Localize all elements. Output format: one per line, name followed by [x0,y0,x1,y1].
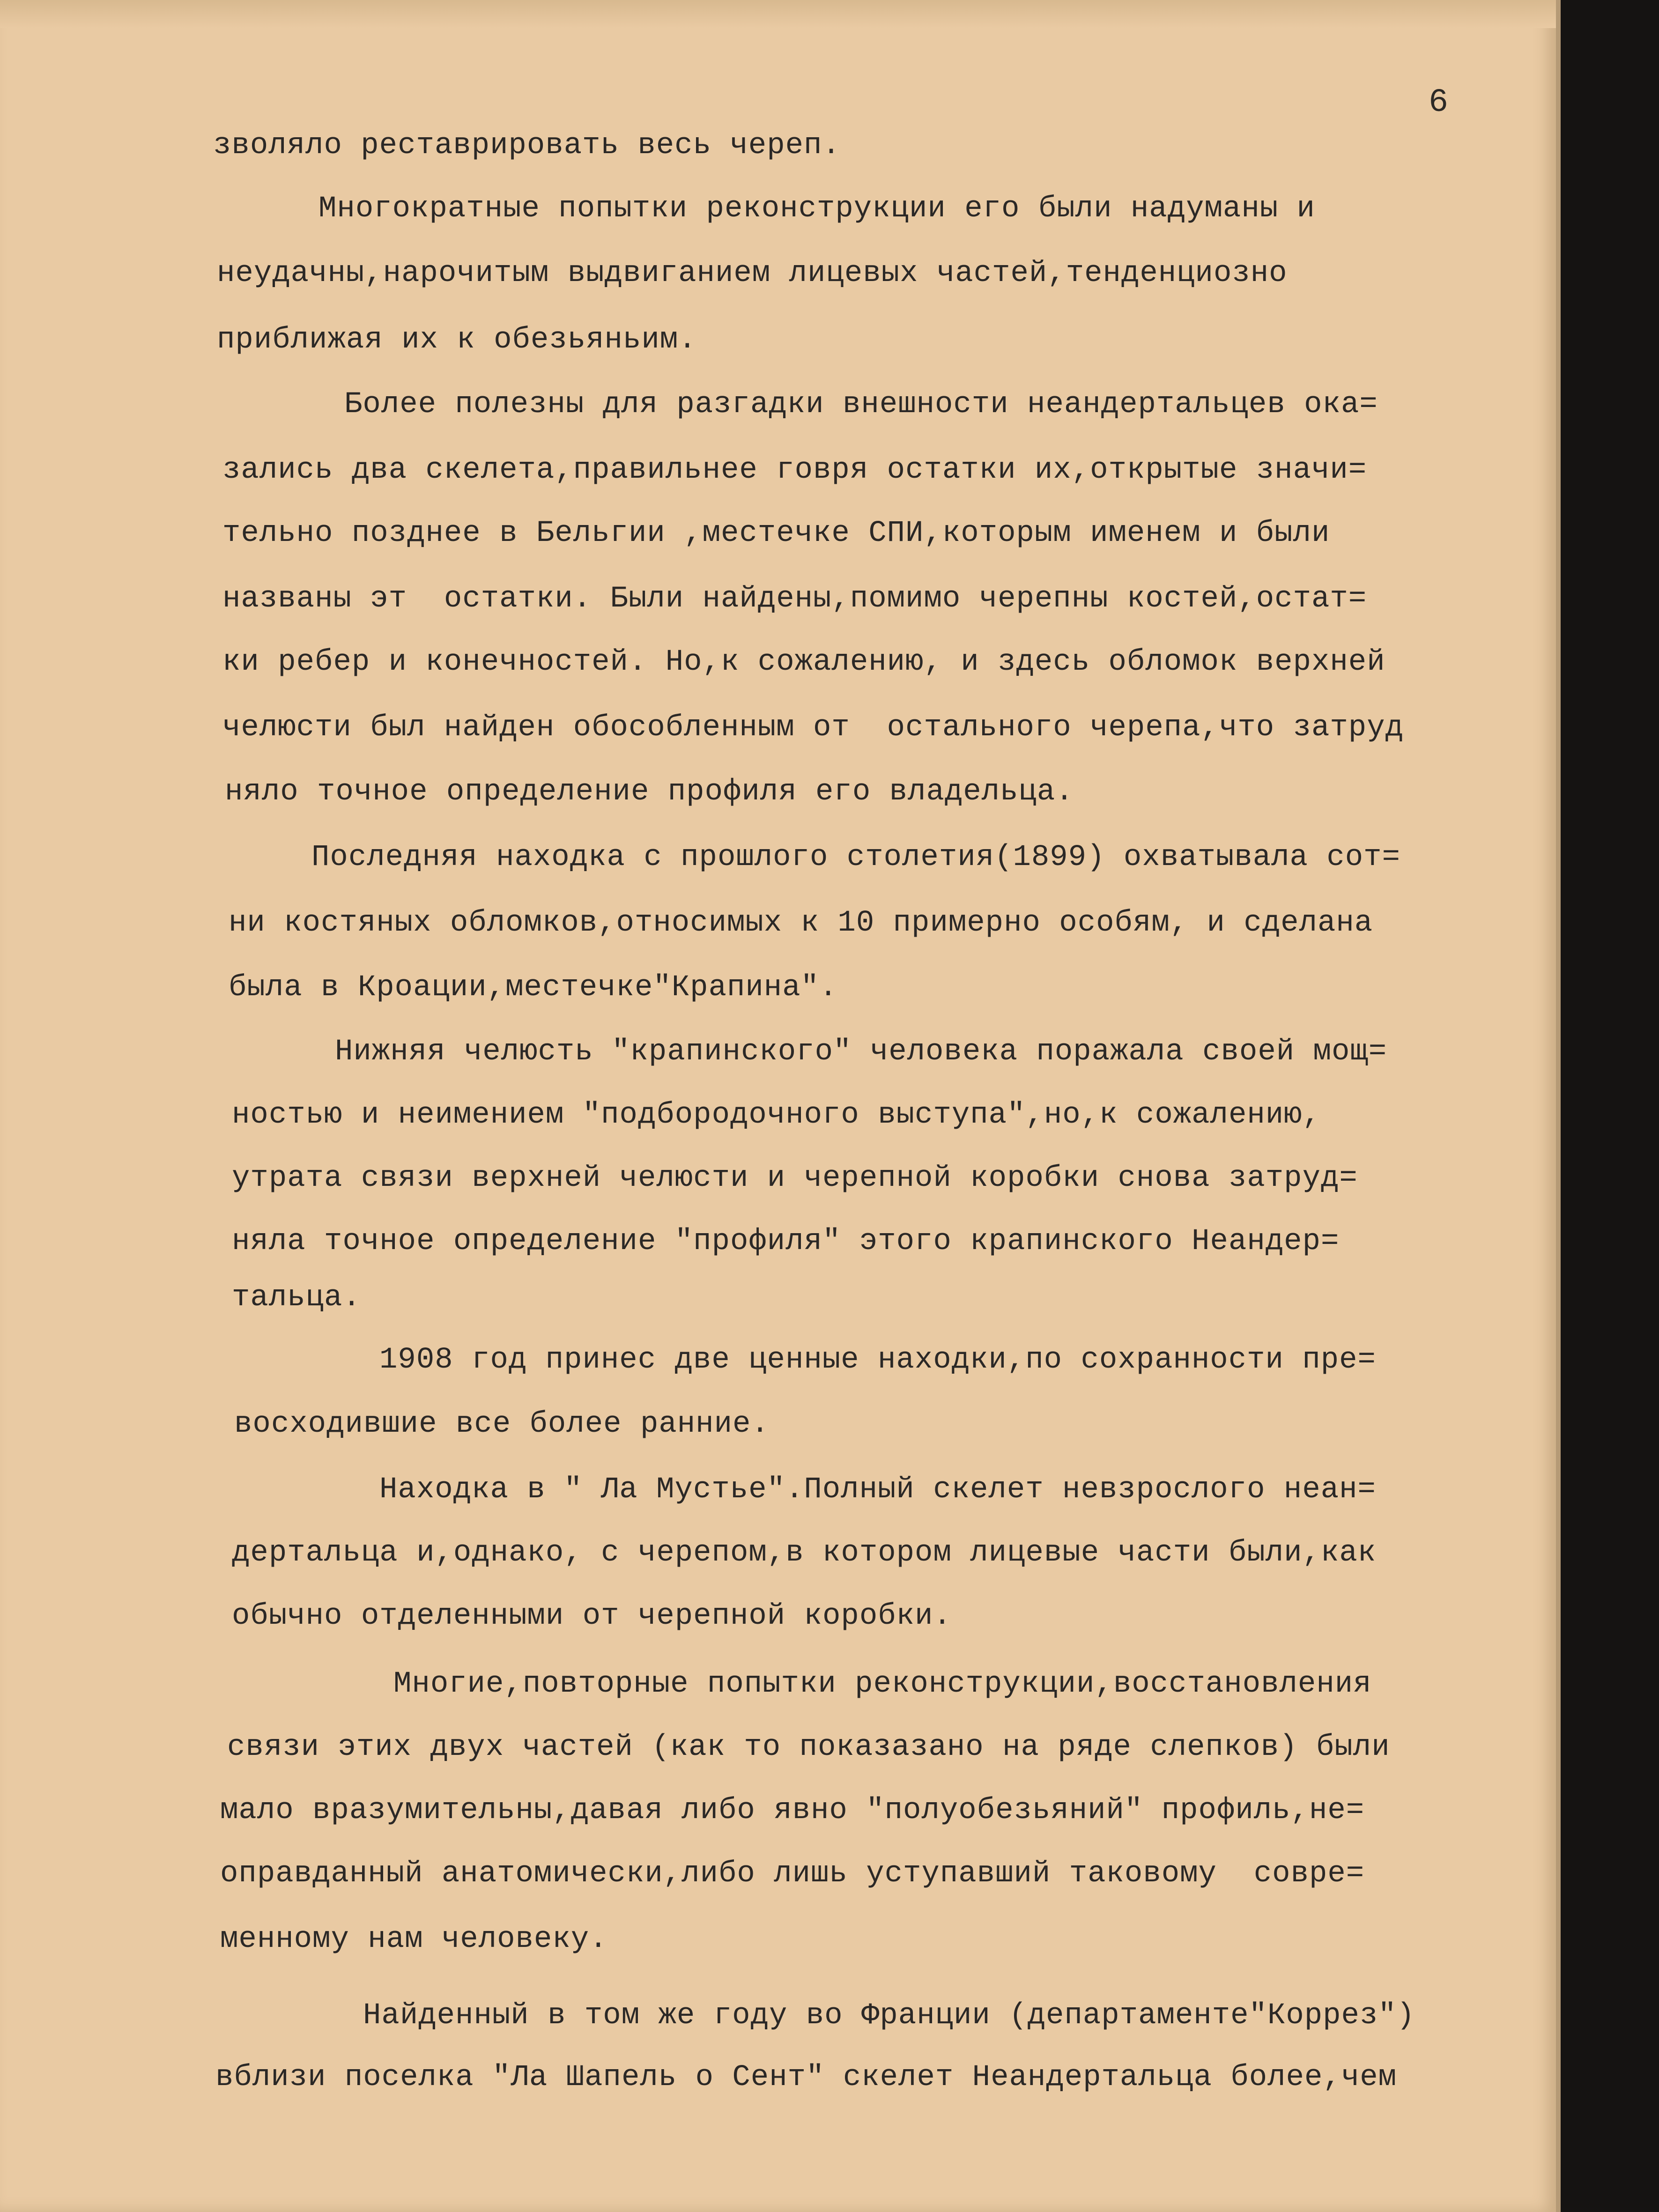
text-line-8: названы эт остатки. Были найдены,помимо черепны костей,остат= [222,582,1367,616]
text-line-10: челюсти был найден обособленным от остального черепа,что затруд [222,711,1404,745]
text-line-2: Многократные попытки реконструкции его были надуманы и [318,192,1315,226]
text-line-24: обычно отделенными от черепной коробки. [232,1599,952,1633]
text-line-12: Последняя находка с прошлого столетия(1899) охватывала сот= [311,841,1400,874]
text-line-16: ностью и неимением "подбородочного выступа",но,к сожалению, [232,1098,1321,1132]
text-line-25: Многие,повторные попытки реконструкции,восстановления [393,1667,1372,1701]
text-line-22: Находка в " Ла Мустье".Полный скелет невзрослого неан= [379,1473,1376,1507]
text-line-30: Найденный в том же году во Франции (департаменте"Коррез") [363,1999,1415,2033]
text-line-1: зволяло реставрировать весь череп. [213,129,841,163]
text-line-14: была в Кроации,местечке"Крапина". [229,971,838,1005]
paper-edge [1556,0,1561,2212]
text-line-15: Нижняя челюсть "крапинского" человека поражала своей мощ= [335,1035,1387,1069]
text-line-3: неудачны,нарочитым выдвиганием лицевых частей,тенденциозно [217,257,1288,290]
text-line-27: мало вразумительны,давая либо явно "полуобезьяний" профиль,не= [220,1794,1365,1827]
top-margin-strip [0,0,1556,28]
text-line-18: няла точное определение "профиля" этого крапинского Неандер= [232,1225,1340,1258]
text-line-26: связи этих двух частей (как то показазано на ряде слепков) были [227,1731,1390,1764]
text-line-9: ки ребер и конечностей. Но,к сожалению, и здесь обломок верхней [222,645,1385,679]
text-line-19: тальца. [232,1281,361,1315]
text-line-21: восходившие все более ранние. [234,1407,770,1441]
text-line-17: утрата связи верхней челюсти и черепной коробки снова затруд= [232,1161,1358,1195]
text-line-20: 1908 год принес две ценные находки,по сохранности пре= [379,1343,1376,1377]
text-line-11: няло точное определение профиля его владельца. [225,775,1074,809]
text-line-7: тельно позднее в Бельгии ,местечке СПИ,которым именем и были [222,517,1330,550]
text-line-5: Более полезны для разгадки внешности неандертальцев ока= [344,388,1378,422]
text-line-13: ни костяных обломков,относимых к 10 примерно особям, и сделана [229,906,1373,940]
text-line-6: зались два скелета,правильнее говря остатки их,открытые значи= [222,453,1367,487]
text-line-29: менному нам человеку. [220,1923,608,1956]
page-number: 6 [1429,84,1449,121]
text-line-28: оправданный анатомически,либо лишь уступавший таковому совре= [220,1857,1365,1891]
text-line-31: вблизи поселка "Ла Шапель о Сент" скелет Неандертальца более,чем [215,2061,1397,2094]
text-line-4: приближая их к обезьяньим. [217,323,697,357]
text-line-23: дертальца и,однако, с черепом,в котором лицевые части были,как [232,1536,1377,1570]
